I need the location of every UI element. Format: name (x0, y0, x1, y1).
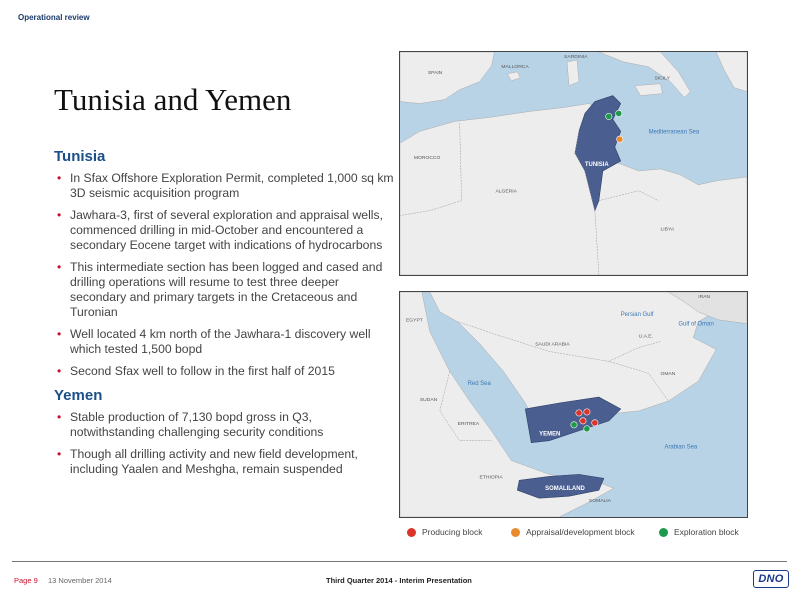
label-gulf-of-oman: Gulf of Oman (678, 321, 714, 328)
label-morocco: MOROCCO (413, 156, 441, 162)
label-sicily: SICILY (654, 76, 670, 82)
label-sudan: SUDAN (419, 398, 438, 404)
exploration-marker (584, 426, 590, 432)
legend-appraisal (511, 527, 635, 537)
legend-label: Exploration block (674, 527, 739, 537)
bullet-text: Stable production of 7,130 bopd gross in Q3, notwithstanding challenging security conditions (70, 410, 324, 439)
footer-title: Third Quarter 2014 - Interim Presentation (326, 576, 472, 585)
producing-marker (584, 409, 590, 415)
land-greece (716, 52, 747, 92)
bullet-dot-icon: • (57, 364, 62, 378)
bullet-item (54, 208, 394, 253)
green-dot-icon (659, 528, 668, 537)
legend-producing (407, 527, 482, 537)
bullet-item (54, 364, 394, 379)
bullet-dot-icon: • (57, 208, 62, 222)
legend-label: Appraisal/development block (526, 527, 635, 537)
label-mallorca: MALLORCA (501, 64, 529, 70)
yemen-bullets (54, 410, 394, 477)
section-label: Operational review (18, 13, 90, 22)
land-mallorca (507, 72, 520, 81)
bullet-text: Second Sfax well to follow in the first half of 2015 (70, 364, 335, 378)
producing-marker (576, 410, 582, 416)
label-oman: OMAN (660, 372, 676, 378)
exploration-marker (606, 113, 612, 119)
label-yemen: YEMEN (539, 431, 561, 438)
legend-label: Producing block (422, 527, 483, 537)
land-sardinia (567, 60, 579, 86)
label-persian-gulf: Persian Gulf (620, 311, 654, 318)
logo-text: DNO (758, 573, 784, 585)
exploration-marker (571, 422, 577, 428)
dno-logo (753, 570, 789, 588)
bullet-item (54, 260, 394, 320)
bullet-dot-icon: • (57, 260, 62, 274)
label-tunisia: TUNISIA (584, 161, 609, 168)
red-dot-icon (407, 528, 416, 537)
label-iran: IRAN (698, 294, 711, 300)
footer-date: 13 November 2014 (48, 576, 112, 585)
label-somaliland: SOMALILAND (545, 486, 585, 493)
bullet-text: Though all drilling activity and new field development, including Yaalen and Meshgha, remain suspended (70, 447, 358, 476)
bullet-dot-icon: • (57, 410, 62, 424)
label-spain: SPAIN (427, 70, 443, 76)
bullet-dot-icon: • (57, 327, 62, 341)
label-libya: LIBYA (660, 227, 675, 233)
bullet-text: Well located 4 km north of the Jawhara-1 discovery well which tested 1,500 bopd (70, 327, 371, 356)
label-somalia: SOMALIA (588, 499, 611, 505)
orange-dot-icon (511, 528, 520, 537)
label-eritrea: ERITREA (457, 421, 480, 427)
label-ethiopia: ETHIOPIA (479, 475, 503, 481)
label-arabian-sea: Arabian Sea (664, 444, 698, 451)
bullet-dot-icon: • (57, 171, 62, 185)
slide-title: Tunisia and Yemen (54, 82, 292, 117)
label-uae: U.A.E. (638, 334, 653, 340)
bullet-dot-icon: • (57, 447, 62, 461)
land-sicily (635, 84, 663, 96)
yemen-heading: Yemen (54, 387, 103, 404)
yemen-map (399, 291, 748, 518)
bullet-item (54, 447, 394, 477)
tunisia-bullets (54, 171, 394, 379)
page-number: Page 9 (14, 576, 38, 585)
bullet-text: This intermediate section has been logged and cased and drilling operations will resume to test three deeper secondary and primary targets in the Cretaceous and Turonian (70, 260, 383, 319)
producing-marker (580, 418, 586, 424)
bullet-item (54, 327, 394, 357)
producing-marker (592, 420, 598, 426)
tunisia-map (399, 51, 748, 276)
tunisia-heading: Tunisia (54, 148, 106, 165)
label-red-sea: Red Sea (467, 381, 491, 388)
label-algeria: ALGERIA (495, 189, 517, 195)
bullet-text: Jawhara-3, first of several exploration and appraisal wells, commenced drilling in mid-October and encountered a secondary Eocene target with indications of hydrocarbons (70, 208, 383, 252)
footer-divider (12, 561, 787, 562)
label-egypt: EGYPT (405, 318, 423, 324)
legend-exploration (659, 527, 739, 537)
exploration-marker (616, 110, 622, 116)
map-legend (399, 527, 748, 541)
label-sardinia: SARDINIA (564, 54, 588, 60)
text-column (54, 148, 394, 484)
bullet-item (54, 410, 394, 440)
land-iberia (400, 52, 494, 104)
bullet-item (54, 171, 394, 201)
bullet-text: In Sfax Offshore Exploration Permit, completed 1,000 sq km 3D seismic acquisition program (70, 171, 394, 200)
appraisal-marker (617, 136, 623, 142)
label-mediterranean: Mediterranean Sea (648, 129, 700, 136)
label-saudi-arabia: SAUDI ARABIA (535, 342, 570, 348)
